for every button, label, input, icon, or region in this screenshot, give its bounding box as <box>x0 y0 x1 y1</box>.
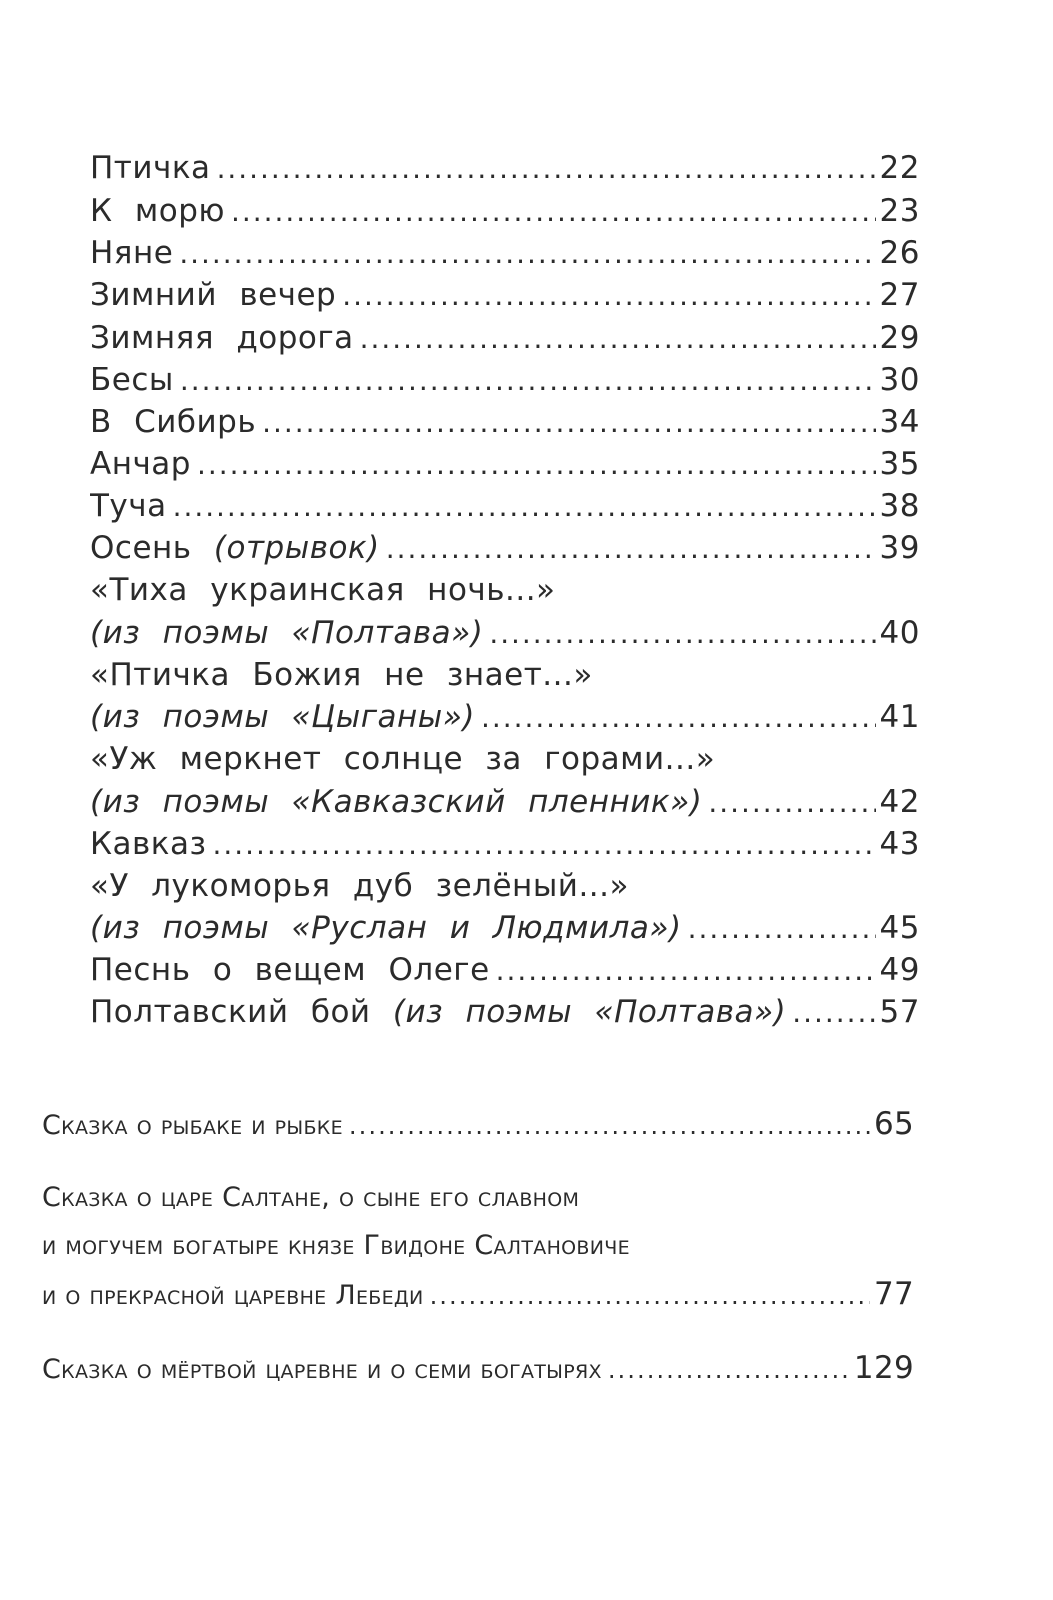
toc-entry <box>90 530 920 566</box>
dot-leader <box>688 912 876 945</box>
dot-leader <box>179 237 875 270</box>
entry-title: Полтавский бой <box>90 994 371 1030</box>
page-number: 39 <box>879 530 920 566</box>
page-number: 45 <box>879 910 920 946</box>
entry-title: Сказка о царе Салтане, о сыне его славном <box>42 1182 580 1213</box>
toc-entry <box>90 784 920 820</box>
toc-entry <box>42 1106 914 1142</box>
page-number: 23 <box>879 193 920 229</box>
toc-entry <box>42 1350 914 1386</box>
entry-title: Сказка о мёртвой царевне и о семи богатырях <box>42 1354 602 1385</box>
dot-leader <box>342 279 875 312</box>
page-number: 34 <box>879 404 920 440</box>
dot-leader <box>430 1281 870 1310</box>
toc-entry <box>90 193 920 229</box>
dot-leader <box>349 1111 870 1140</box>
page-number: 41 <box>879 699 920 735</box>
entry-title: Песнь о вещем Олеге <box>90 952 490 988</box>
dot-leader <box>173 490 876 523</box>
entry-title: «Тиха украинская ночь...» <box>90 572 556 608</box>
toc-entry <box>90 362 920 398</box>
toc-entry <box>90 277 920 313</box>
entry-subtitle: (отрывок) <box>213 530 380 566</box>
entry-title: и могучем богатыре князе Гвидоне Салтановиче <box>42 1230 630 1261</box>
toc-entry <box>90 952 920 988</box>
page-number: 26 <box>879 235 920 271</box>
entry-title: и о прекрасной царевне Лебеди <box>42 1280 424 1311</box>
entry-title: Кавказ <box>90 826 207 862</box>
entry-title: Бесы <box>90 362 174 398</box>
entry-title: «Птичка Божия не знает...» <box>90 657 593 693</box>
entry-subtitle: (из поэмы «Руслан и Людмила») <box>90 910 682 946</box>
toc-entry <box>90 910 920 946</box>
page-number: 35 <box>879 446 920 482</box>
toc-entry <box>90 404 920 440</box>
entry-title: Няне <box>90 235 174 271</box>
page-number: 22 <box>879 150 920 186</box>
dot-leader <box>180 364 876 397</box>
entry-subtitle: (из поэмы «Полтава») <box>392 994 787 1030</box>
page-number: 57 <box>879 994 920 1030</box>
page-number: 30 <box>879 362 920 398</box>
entry-title: Анчар <box>90 446 191 482</box>
toc-entry <box>90 826 920 862</box>
entry-title: Птичка <box>90 150 211 186</box>
dot-leader <box>489 617 875 650</box>
entry-title: Туча <box>90 488 167 524</box>
page-number: 38 <box>879 488 920 524</box>
toc-entry <box>90 488 920 524</box>
dot-leader <box>708 786 875 819</box>
toc-entry <box>90 150 920 186</box>
page-number: 77 <box>873 1276 914 1312</box>
dot-leader <box>212 828 875 861</box>
toc-entry <box>90 615 920 651</box>
page-number: 27 <box>879 277 920 313</box>
entry-title: Осень <box>90 530 192 566</box>
dot-leader <box>496 954 876 987</box>
entry-title: В Сибирь <box>90 404 257 440</box>
toc-entry <box>90 994 920 1030</box>
entry-title: Зимний вечер <box>90 277 337 313</box>
dot-leader <box>217 152 876 185</box>
page-number: 65 <box>873 1106 914 1142</box>
dot-leader <box>197 448 876 481</box>
page-number: 43 <box>879 826 920 862</box>
dot-leader <box>792 996 875 1029</box>
entry-subtitle: (из поэмы «Кавказский пленник») <box>90 784 703 820</box>
page-number: 40 <box>879 615 920 651</box>
toc-entry <box>90 320 920 356</box>
dot-leader <box>231 195 876 228</box>
dot-leader <box>386 532 876 565</box>
toc-entry <box>90 699 920 735</box>
toc-entry <box>90 446 920 482</box>
page-number: 29 <box>879 320 920 356</box>
dot-leader <box>262 406 875 439</box>
dot-leader <box>481 701 876 734</box>
entry-title: «Уж меркнет солнце за горами...» <box>90 741 716 777</box>
entry-subtitle: (из поэмы «Цыганы») <box>90 699 475 735</box>
dot-leader <box>608 1355 850 1384</box>
entry-title: К морю <box>90 193 225 229</box>
toc-entry <box>42 1276 914 1312</box>
entry-title: Зимняя дорога <box>90 320 354 356</box>
entry-title: Сказка о рыбаке и рыбке <box>42 1110 343 1141</box>
page-number: 129 <box>853 1350 914 1386</box>
entry-subtitle: (из поэмы «Полтава») <box>90 615 484 651</box>
page-number: 49 <box>879 952 920 988</box>
dot-leader <box>360 322 876 355</box>
entry-title: «У лукоморья дуб зелёный...» <box>90 868 629 904</box>
page-number: 42 <box>879 784 920 820</box>
toc-entry <box>90 235 920 271</box>
